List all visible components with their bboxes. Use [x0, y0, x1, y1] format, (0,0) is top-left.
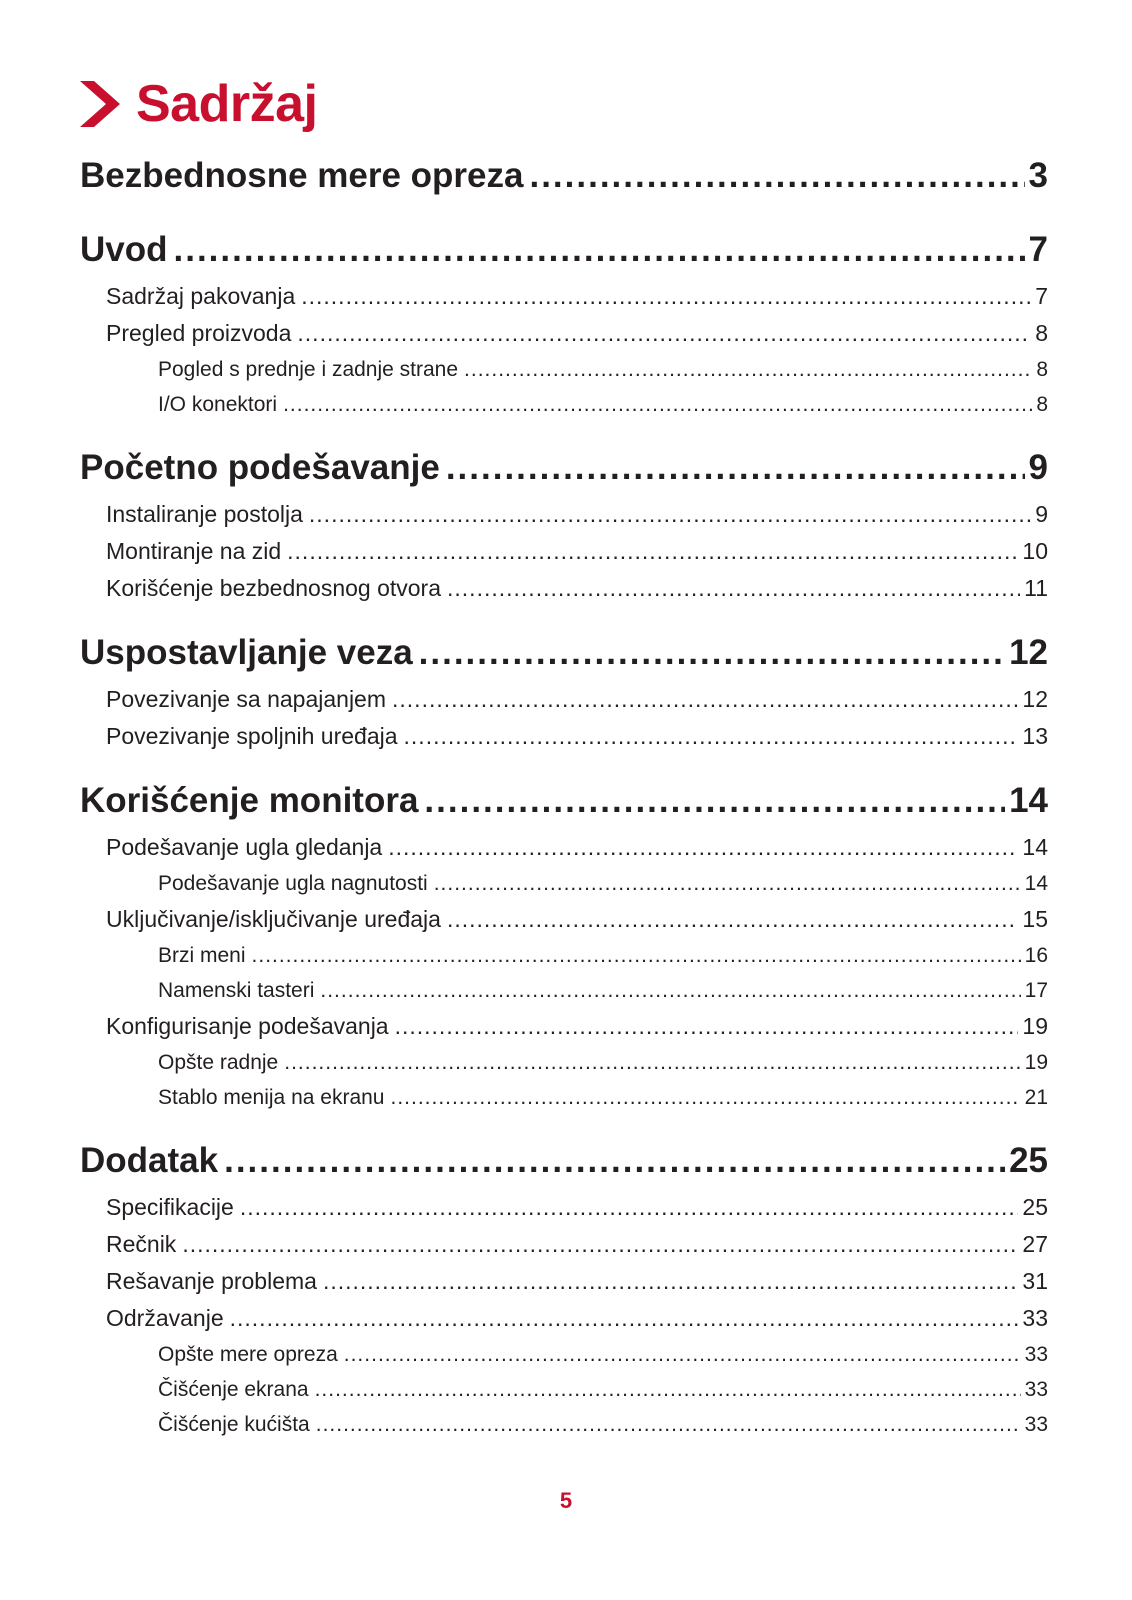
toc-dot-leader [283, 387, 1032, 422]
toc-entry-title: Povezivanje sa napajanjem [106, 686, 387, 712]
toc-entry[interactable] [80, 901, 1048, 938]
toc-dot-leader [388, 829, 1018, 866]
toc-entry-page: 12 [1009, 633, 1048, 672]
toc-dot-leader [320, 973, 1020, 1008]
toc-dot-leader [404, 718, 1019, 755]
toc-dot-leader [301, 278, 1031, 315]
table-of-contents [80, 148, 1048, 1442]
toc-entry-title: Pregled proizvoda [106, 320, 292, 346]
toc-entry-title: Uspostavljanje veza [80, 633, 413, 672]
toc-entry-title: Podešavanje ugla nagnutosti [158, 872, 428, 895]
toc-entry-page: 25 [1009, 1141, 1048, 1180]
toc-entry-title: Podešavanje ugla gledanja [106, 834, 383, 860]
toc-entry-title: Početno podešavanje [80, 448, 440, 487]
toc-entry-page: 33 [1024, 1343, 1048, 1366]
toc-entry[interactable] [80, 829, 1048, 866]
toc-entry-title: Stablo menija na ekranu [158, 1086, 385, 1109]
toc-entry-page: 16 [1024, 944, 1048, 967]
toc-entry-page: 14 [1009, 781, 1048, 820]
chevron-right-icon [80, 81, 120, 127]
toc-dot-leader [390, 1080, 1020, 1115]
toc-entry-page: 14 [1024, 872, 1048, 895]
toc-entry-title: Opšte mere opreza [158, 1343, 338, 1366]
toc-entry-page: 15 [1022, 906, 1048, 932]
toc-dot-leader [315, 1372, 1021, 1407]
toc-entry-page: 8 [1036, 393, 1048, 416]
toc-entry[interactable] [80, 352, 1048, 387]
toc-dot-leader [419, 625, 1005, 681]
toc-dot-leader [447, 570, 1020, 607]
toc-entry[interactable] [80, 222, 1048, 278]
toc-entry-title: Montiranje na zid [106, 538, 282, 564]
toc-dot-leader [230, 1300, 1019, 1337]
toc-entry-title: Rečnik [106, 1231, 177, 1257]
toc-entry-title: Čišćenje kućišta [158, 1413, 310, 1436]
toc-dot-leader [174, 222, 1025, 278]
toc-entry-page: 33 [1024, 1413, 1048, 1436]
toc-entry-title: Specifikacije [106, 1194, 234, 1220]
toc-dot-leader [182, 1226, 1018, 1263]
toc-entry-page: 21 [1024, 1086, 1048, 1109]
toc-entry[interactable] [80, 1008, 1048, 1045]
toc-entry[interactable] [80, 1080, 1048, 1115]
toc-entry-page: 33 [1022, 1305, 1048, 1331]
toc-dot-leader [284, 1045, 1020, 1080]
toc-dot-leader [392, 681, 1018, 718]
toc-entry-page: 9 [1028, 448, 1048, 487]
toc-entry-title: Opšte radnje [158, 1051, 279, 1074]
toc-dot-leader [224, 1133, 1005, 1189]
toc-entry[interactable] [80, 278, 1048, 315]
toc-entry-page: 25 [1022, 1194, 1048, 1220]
page-title: Sadržaj [136, 75, 318, 133]
toc-entry[interactable] [80, 1263, 1048, 1300]
toc-dot-leader [252, 938, 1021, 973]
toc-entry-page: 9 [1035, 501, 1048, 527]
toc-entry[interactable] [80, 496, 1048, 533]
toc-dot-leader [323, 1263, 1018, 1300]
toc-entry[interactable] [80, 148, 1048, 204]
toc-entry-title: Konfigurisanje podešavanja [106, 1013, 389, 1039]
toc-entry-title: Korišćenje monitora [80, 781, 419, 820]
toc-entry[interactable] [80, 1372, 1048, 1407]
toc-entry-page: 27 [1022, 1231, 1048, 1257]
toc-entry-title: Održavanje [106, 1305, 224, 1331]
toc-entry-page: 10 [1022, 538, 1048, 564]
toc-dot-leader [316, 1407, 1021, 1442]
toc-dot-leader [395, 1008, 1019, 1045]
toc-entry-page: 12 [1022, 686, 1048, 712]
toc-entry[interactable] [80, 773, 1048, 829]
toc-entry[interactable] [80, 1337, 1048, 1372]
toc-entry-title: Korišćenje bezbednosnog otvora [106, 575, 442, 601]
toc-entry-title: Bezbednosne mere opreza [80, 156, 524, 195]
toc-entry[interactable] [80, 440, 1048, 496]
toc-entry[interactable] [80, 973, 1048, 1008]
toc-dot-leader [287, 533, 1018, 570]
toc-entry-page: 19 [1024, 1051, 1048, 1074]
toc-entry[interactable] [80, 315, 1048, 352]
toc-entry-title: Pogled s prednje i zadnje strane [158, 358, 459, 381]
toc-entry-page: 19 [1022, 1013, 1048, 1039]
toc-entry-title: Rešavanje problema [106, 1268, 317, 1294]
toc-dot-leader [447, 901, 1018, 938]
toc-entry-title: Brzi meni [158, 944, 246, 967]
toc-entry-title: Čišćenje ekrana [158, 1378, 309, 1401]
toc-entry[interactable] [80, 1189, 1048, 1226]
toc-entry-page: 7 [1035, 283, 1048, 309]
toc-entry-page: 13 [1022, 723, 1048, 749]
toc-entry-title: Uvod [80, 230, 168, 269]
toc-entry-title: Sadržaj pakovanja [106, 283, 296, 309]
toc-entry-page: 8 [1036, 358, 1048, 381]
toc-entry[interactable] [80, 1300, 1048, 1337]
toc-entry[interactable] [80, 718, 1048, 755]
toc-entry[interactable] [80, 866, 1048, 901]
toc-entry-title: Dodatak [80, 1141, 219, 1180]
toc-entry-title: Namenski tasteri [158, 979, 315, 1002]
toc-dot-leader [446, 440, 1025, 496]
page-header [80, 72, 317, 136]
toc-entry[interactable] [80, 1045, 1048, 1080]
toc-entry-page: 11 [1024, 575, 1048, 601]
toc-entry-title: I/O konektori [158, 393, 278, 416]
toc-dot-leader [309, 496, 1031, 533]
toc-dot-leader [240, 1189, 1019, 1226]
toc-entry-page: 31 [1022, 1268, 1048, 1294]
toc-entry-page: 33 [1024, 1378, 1048, 1401]
toc-entry-page: 17 [1024, 979, 1048, 1002]
toc-dot-leader [529, 148, 1024, 204]
toc-entry[interactable] [80, 938, 1048, 973]
toc-entry-title: Instaliranje postolja [106, 501, 303, 527]
toc-entry[interactable] [80, 570, 1048, 607]
toc-entry[interactable] [80, 387, 1048, 422]
toc-entry[interactable] [80, 625, 1048, 681]
toc-entry-title: Uključivanje/isključivanje uređaja [106, 906, 441, 932]
toc-dot-leader [344, 1337, 1021, 1372]
toc-entry-page: 8 [1035, 320, 1048, 346]
toc-dot-leader [434, 866, 1021, 901]
toc-entry-title: Povezivanje spoljnih uređaja [106, 723, 398, 749]
toc-entry[interactable] [80, 1407, 1048, 1442]
toc-entry-page: 14 [1022, 834, 1048, 860]
toc-entry[interactable] [80, 533, 1048, 570]
toc-entry[interactable] [80, 1226, 1048, 1263]
toc-entry-page: 3 [1028, 156, 1048, 195]
toc-dot-leader [297, 315, 1031, 352]
toc-entry[interactable] [80, 681, 1048, 718]
toc-entry-page: 7 [1028, 230, 1048, 269]
toc-dot-leader [424, 773, 1005, 829]
toc-entry[interactable] [80, 1133, 1048, 1189]
toc-dot-leader [464, 352, 1032, 387]
page-number: 5 [559, 1488, 573, 1513]
